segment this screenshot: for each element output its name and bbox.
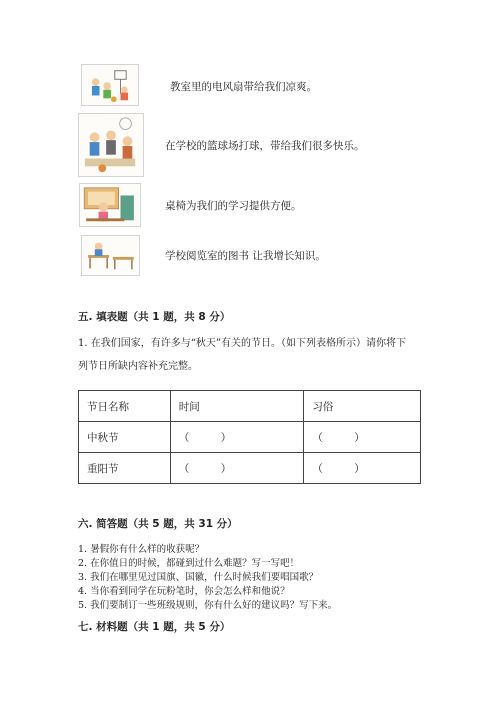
section5-heading: 五. 填表题（共 1 题，共 8 分）	[78, 311, 231, 323]
table-header-cell: 习俗	[304, 391, 421, 422]
table-header-cell: 节日名称	[79, 391, 171, 422]
desk-chair-illustration	[79, 183, 141, 227]
table-row	[79, 422, 421, 453]
table-cell-blank[interactable]: （ ）	[170, 422, 304, 453]
section5-question-line2: 列节日所缺内容补充完整。	[78, 361, 198, 372]
table-cell-blank[interactable]: （ ）	[170, 453, 304, 484]
question-item: 4. 当你看到同学在玩粉笔时，你会怎么样和他说？	[78, 586, 290, 597]
table-cell: 中秋节	[79, 422, 171, 453]
section7-heading: 七. 材料题（共 1 题，共 5 分）	[78, 621, 231, 633]
matching-text-basketball: 在学校的篮球场打球，带给我们很多快乐。	[165, 140, 365, 152]
reading-room-illustration	[81, 235, 140, 276]
table-header-cell: 时间	[170, 391, 304, 422]
table-cell-blank[interactable]: （ ）	[304, 422, 421, 453]
question-item: 1. 暑假你有什么样的收获呢？	[78, 544, 205, 555]
table-cell-blank[interactable]: （ ）	[304, 453, 421, 484]
section5-question-line1: 1. 在我们国家，有许多与“秋天”有关的节日。（如下列表格所示）请你将下	[78, 338, 406, 349]
children-playing-illustration	[81, 64, 139, 106]
basketball-players-illustration	[78, 113, 144, 177]
table-cell: 重阳节	[79, 453, 171, 484]
festival-table	[78, 390, 421, 484]
matching-text-fan: 教室里的电风扇带给我们凉爽。	[170, 81, 317, 93]
table-row	[79, 453, 421, 484]
section6-heading: 六. 简答题（共 5 题，共 31 分）	[78, 518, 238, 530]
question-item: 3. 我们在哪里见过国旗、国徽，什么时候我们要唱国歌？	[78, 572, 319, 583]
question-item: 5. 我们要制订一些班级规则，你有什么好的建议吗？写下来。	[78, 600, 338, 611]
table-header-row	[79, 391, 421, 422]
question-item: 2. 在你值日的时候，都碰到过什么难题？写一写吧！	[78, 558, 300, 569]
matching-text-desks: 桌椅为我们的学习提供方便。	[165, 200, 302, 212]
matching-text-library: 学校阅览室的图书 让我增长知识。	[165, 250, 326, 262]
